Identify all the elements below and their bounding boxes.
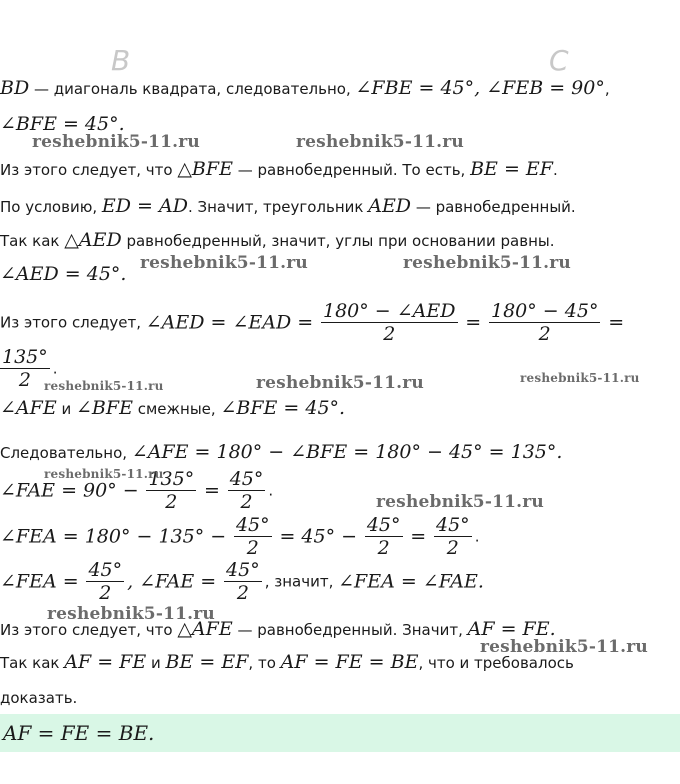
math-triangle-aed: △AED	[64, 229, 122, 251]
math-af-fe-be: AF = FE = BE	[280, 651, 419, 673]
math-fea: ∠FEA =	[0, 570, 79, 593]
math-angle-aed: ∠AED = 45°.	[0, 263, 127, 285]
punctuation: .	[52, 359, 58, 378]
text: смежные,	[132, 400, 221, 418]
watermark: reshebnik5-11.ru	[480, 637, 648, 657]
math-aed: AED	[368, 195, 412, 217]
fraction-45-2	[224, 559, 262, 604]
denominator: 2	[538, 323, 551, 345]
figure-label-c: C	[549, 44, 569, 77]
text: равнобедренный, значит, углы при основании равны.	[121, 232, 555, 250]
text: Так как	[0, 654, 65, 672]
solution-line-9	[0, 398, 345, 419]
solution-line-16	[0, 688, 77, 708]
watermark: reshebnik5-11.ru	[140, 253, 308, 273]
watermark: reshebnik5-11.ru	[32, 132, 200, 152]
numerator: 45°	[235, 514, 270, 536]
math-triangle-bfe: △BFE	[177, 158, 233, 180]
denominator: 2	[236, 582, 249, 604]
answer-box	[0, 714, 680, 752]
solution-line-4	[0, 196, 576, 217]
equals: =	[465, 311, 482, 334]
figure-label-b: B	[111, 44, 131, 77]
equals: =	[410, 525, 427, 548]
solution-line-3	[0, 159, 558, 180]
math-triangle-afe: △AFE	[177, 618, 233, 640]
solution-line-6	[0, 264, 126, 285]
numerator: 45°	[226, 559, 260, 581]
denominator: 2	[18, 369, 31, 391]
text: — равнобедренный.	[411, 198, 576, 216]
fraction-45-2	[434, 514, 472, 559]
numerator: 45°	[88, 559, 123, 581]
watermark: reshebnik5-11.ru	[296, 132, 464, 152]
math-bd: BD	[0, 77, 30, 99]
solution-line-13	[0, 557, 484, 606]
denominator: 2	[446, 537, 459, 559]
math-fea-fae: ∠FEA = ∠FAE.	[338, 570, 484, 593]
watermark: reshebnik5-11.ru	[256, 373, 424, 393]
math-angle-feb: ∠FEB = 90°	[486, 77, 605, 99]
text: По условию,	[0, 198, 102, 216]
numerator: 45°	[436, 514, 470, 536]
watermark: reshebnik5-11.ru	[44, 379, 164, 393]
math-be-ef: BE = EF	[165, 651, 249, 673]
fraction-135-2	[0, 346, 50, 391]
math-fae: ∠FAE =	[139, 570, 217, 593]
fraction-45-2	[86, 559, 124, 604]
math-fae: ∠FAE = 90° −	[0, 479, 139, 502]
math-angle-afe: ∠AFE	[0, 397, 57, 419]
math-fea: ∠FEA = 180° − 135° −	[0, 525, 227, 548]
punctuation: .	[474, 527, 480, 546]
text: — диагональ квадрата, следовательно,	[29, 80, 356, 98]
watermark: reshebnik5-11.ru	[520, 371, 640, 385]
equals: =	[608, 311, 625, 334]
denominator: 2	[377, 537, 390, 559]
text: , значит,	[264, 572, 339, 591]
math-angle-bfe: ∠BFE	[76, 397, 133, 419]
math-aed-ead: ∠AED = ∠EAD =	[145, 311, 314, 334]
text: , то	[248, 654, 281, 672]
denominator: 2	[246, 537, 259, 559]
math-eq-45-minus: = 45° −	[279, 525, 358, 548]
math-af-fe: AF = FE.	[467, 618, 556, 640]
separator: ,	[127, 570, 140, 593]
solution-line-10	[0, 442, 562, 463]
text: , что и требовалось	[418, 654, 574, 672]
denominator: 2	[165, 491, 178, 513]
equals: =	[204, 479, 220, 502]
text: и	[146, 654, 166, 672]
denominator: 2	[99, 582, 112, 604]
answer-text: AF = FE = BE.	[3, 721, 155, 745]
watermark: reshebnik5-11.ru	[403, 253, 571, 273]
text: и	[56, 400, 76, 418]
math-angle-bfe: ∠BFE = 45°.	[0, 113, 125, 135]
watermark: reshebnik5-11.ru	[47, 604, 215, 624]
math-af-fe: AF = FE	[64, 651, 147, 673]
math-bfe-45: ∠BFE = 45°.	[220, 397, 346, 419]
numerator: 135°	[148, 468, 195, 490]
math-ed-ad: ED = AD	[101, 195, 188, 217]
math-angle-fbe: ∠FBE = 45°	[355, 77, 475, 99]
fraction-45-2	[228, 468, 266, 513]
numerator: 135°	[2, 346, 48, 368]
fraction-2	[489, 300, 600, 345]
solution-line-7	[0, 298, 624, 347]
text: Из этого следует, что	[0, 161, 178, 179]
numerator: 45°	[229, 468, 264, 490]
solution-line-1	[0, 78, 610, 99]
fraction-45-2	[234, 514, 272, 559]
math-afe-135: ∠AFE = 180° − ∠BFE = 180° − 45° = 135°.	[131, 441, 563, 463]
text: — равнобедренный. Значит,	[232, 621, 468, 639]
separator: ,	[474, 77, 487, 99]
fraction-45-2	[365, 514, 403, 559]
text: Следовательно,	[0, 444, 132, 462]
numerator: 45°	[366, 514, 401, 536]
watermark: reshebnik5-11.ru	[44, 467, 164, 481]
punctuation: .	[268, 481, 274, 500]
punctuation: ,	[604, 80, 610, 98]
watermark: reshebnik5-11.ru	[376, 492, 544, 512]
text: — равнобедренный. То есть,	[232, 161, 471, 179]
numerator: 180° − ∠AED	[323, 300, 456, 322]
punctuation: .	[552, 161, 558, 179]
fraction-1	[321, 300, 458, 345]
denominator: 2	[383, 323, 396, 345]
text: доказать.	[0, 689, 78, 707]
text: Из этого следует,	[0, 313, 146, 332]
text: Из этого следует, что	[0, 621, 178, 639]
math-be-ef: BE = EF	[470, 158, 553, 180]
text: Так как	[0, 232, 65, 250]
solution-line-5	[0, 230, 555, 251]
solution-line-12	[0, 512, 479, 561]
text: . Значит, треугольник	[187, 198, 369, 216]
denominator: 2	[240, 491, 253, 513]
numerator: 180° − 45°	[491, 300, 599, 322]
